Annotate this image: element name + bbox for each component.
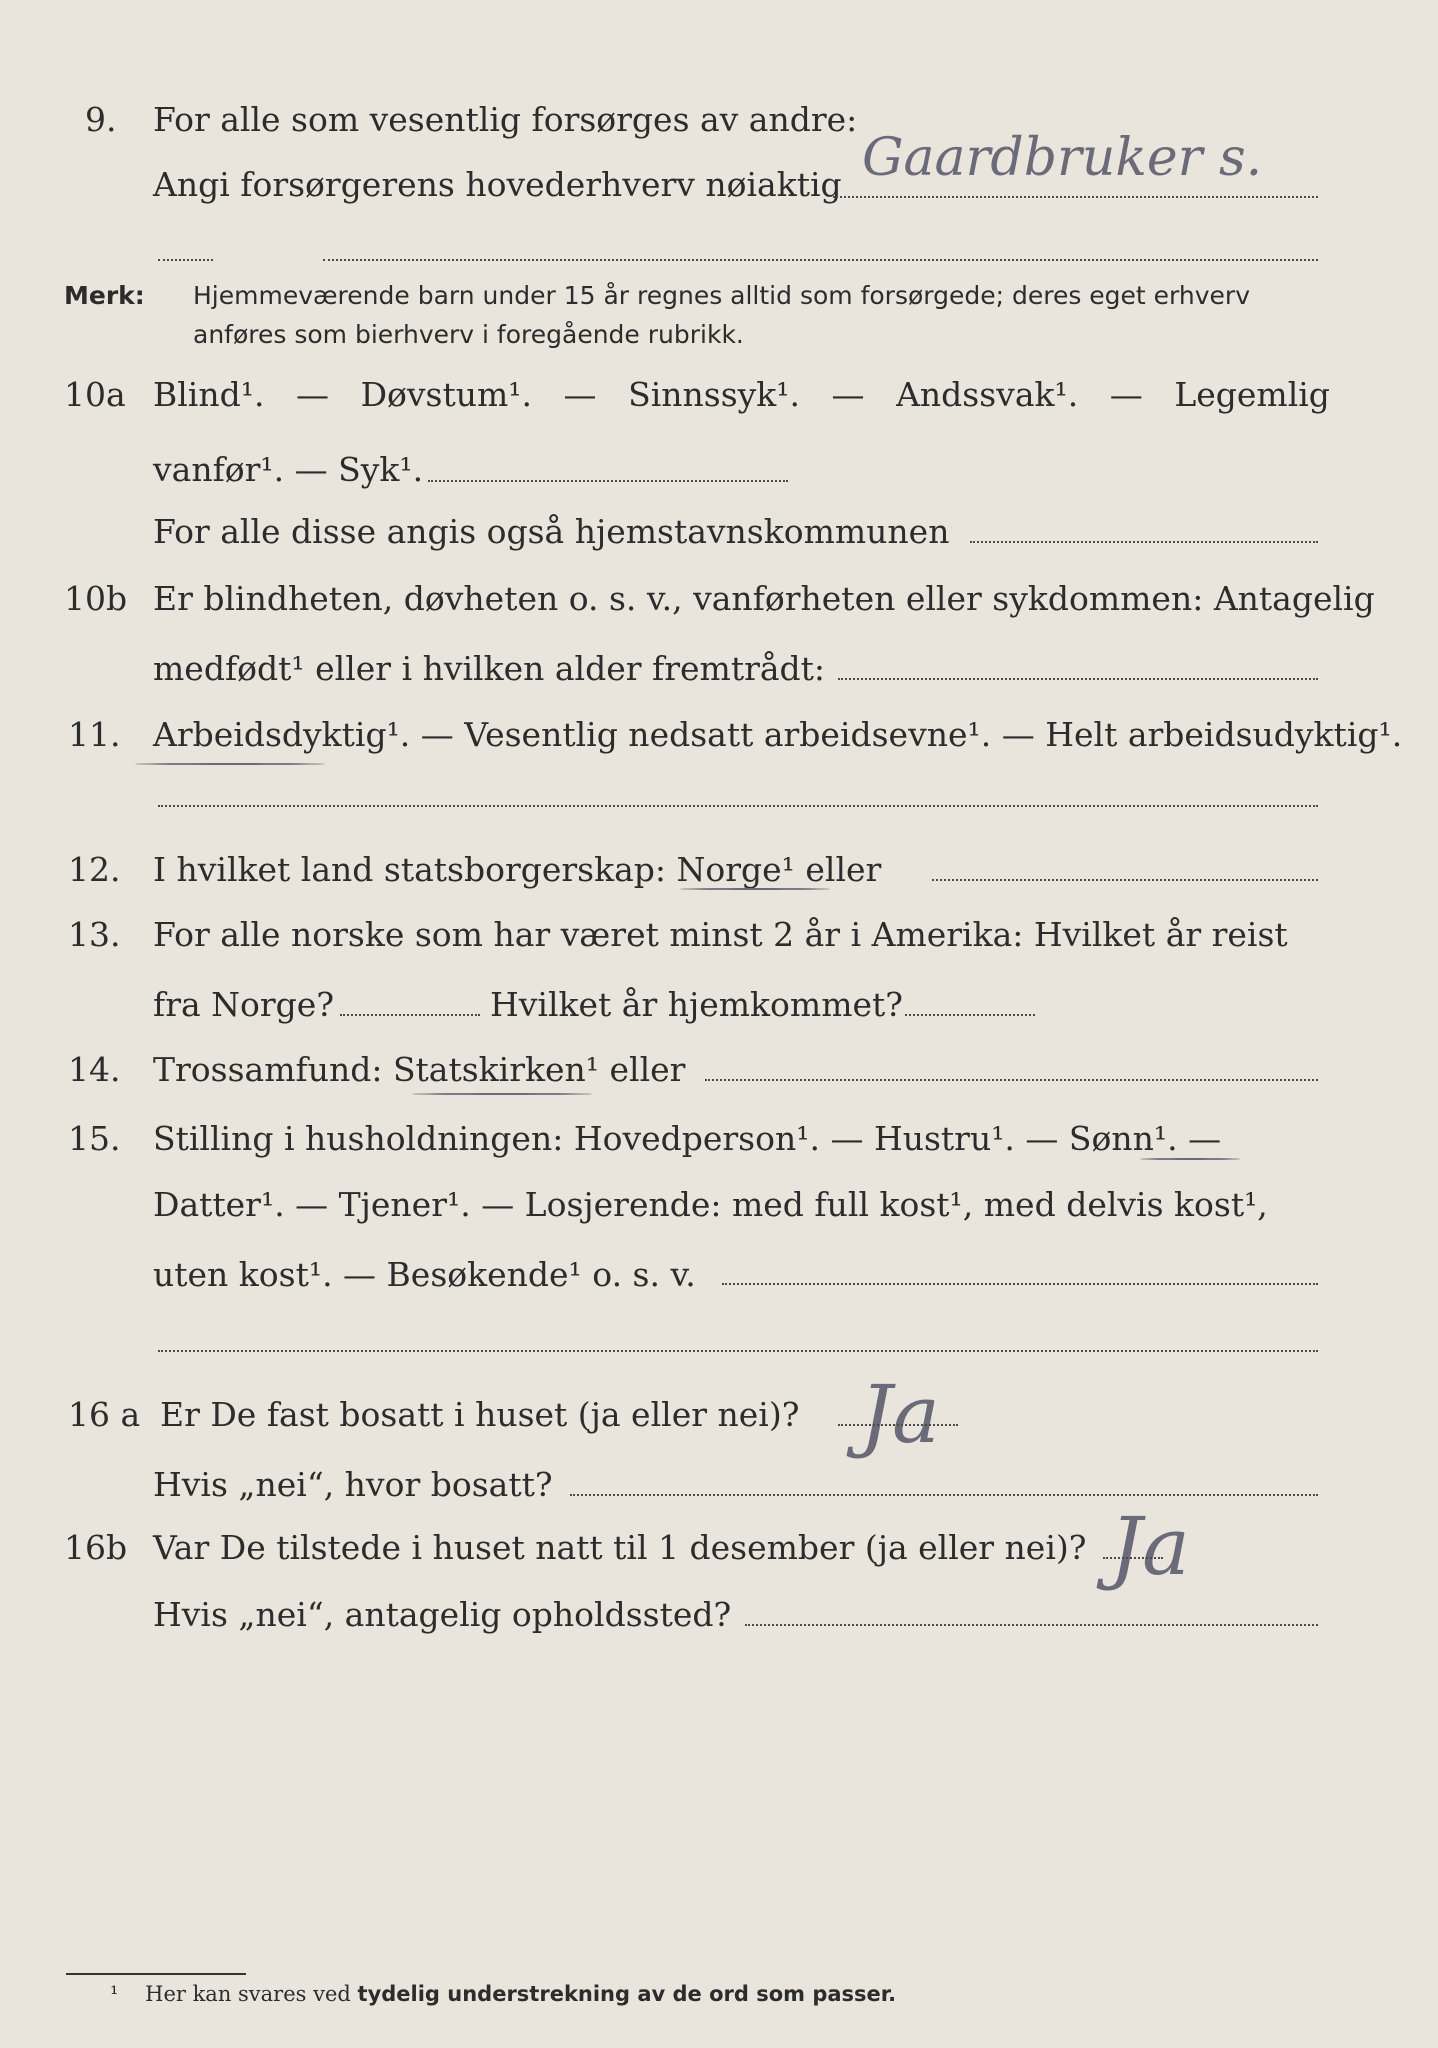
question-text: For alle disse angis også hjemstavnskommunen <box>153 512 950 551</box>
question-text: Hvis „nei“, hvor bosatt? <box>153 1465 553 1504</box>
answer-line <box>158 805 1318 807</box>
answer-line <box>905 1014 1035 1016</box>
question-text: vanfør¹. — Syk¹. <box>153 450 424 489</box>
question-text: Trossamfund: Statskirken¹ eller <box>153 1050 686 1089</box>
question-16a <box>0 1390 1438 1440</box>
answer-line <box>705 1079 1318 1081</box>
answer-line <box>158 1350 1318 1352</box>
note-text: Hjemmeværende barn under 15 år regnes alltid som forsørgede; deres eget erhverv <box>193 281 1250 310</box>
footnote-text: Her kan svares ved <box>145 1982 351 2006</box>
question-text: I hvilket land statsborgerskap: Norge¹ eller <box>153 850 882 889</box>
handwritten-underline <box>680 888 830 890</box>
question-text: Stilling i husholdningen: Hovedperson¹. — Hustru¹. — Sønn¹. — <box>153 1119 1222 1158</box>
question-16a-line-2 <box>0 1460 1438 1510</box>
answer-line <box>932 879 1318 881</box>
question-13-line-2 <box>0 980 1438 1030</box>
question-number: 16b <box>64 1528 128 1567</box>
question-text: Hvilket år hjemkommet? <box>490 985 903 1024</box>
question-number: 9. <box>85 100 117 139</box>
answer-line <box>158 259 213 261</box>
question-10a-line-2 <box>0 445 1438 495</box>
question-number: 11. <box>68 715 121 754</box>
question-text: fra Norge? <box>153 985 335 1024</box>
answer-line <box>722 1283 1318 1285</box>
question-text: medfødt¹ eller i hvilken alder fremtrådt: <box>153 649 826 688</box>
question-10b-line-2 <box>0 644 1438 694</box>
answer-line <box>838 678 1318 680</box>
question-number: 10b <box>64 579 128 618</box>
answer-line <box>428 480 788 482</box>
question-text: Hvis „nei“, antagelig opholdssted? <box>153 1595 732 1634</box>
question-10a <box>0 370 1438 420</box>
question-number: 15. <box>68 1119 121 1158</box>
question-15 <box>0 1114 1438 1164</box>
answer-line <box>340 1014 480 1016</box>
question-16b-line-2 <box>0 1590 1438 1640</box>
answer-line <box>838 1424 958 1426</box>
answer-line <box>1103 1557 1163 1559</box>
handwritten-answer: Gaardbruker s. <box>862 128 1263 188</box>
question-9-line-2 <box>0 160 1438 210</box>
note-text: anføres som bierhverv i foregående rubrikk. <box>193 320 744 349</box>
question-number: 10a <box>64 375 126 414</box>
question-text: Datter¹. — Tjener¹. — Losjerende: med full kost¹, med delvis kost¹, <box>153 1185 1268 1224</box>
handwritten-answer: Ja <box>1110 1500 1190 1593</box>
question-14 <box>0 1045 1438 1095</box>
question-text: Angi forsørgerens hovederhverv nøiaktig <box>153 165 842 204</box>
question-text: Arbeidsdyktig¹. — Vesentlig nedsatt arbeidsevne¹. — Helt arbeidsudyktig¹. <box>153 715 1403 754</box>
question-16b <box>0 1523 1438 1573</box>
answer-line <box>745 1624 1318 1626</box>
note-merk-line-2 <box>0 316 1438 354</box>
question-11 <box>0 710 1438 760</box>
answer-line <box>833 196 1318 198</box>
question-text: For alle som vesentlig forsørges av andre: <box>153 100 858 139</box>
question-number: 14. <box>68 1050 121 1089</box>
question-text: uten kost¹. — Besøkende¹ o. s. v. <box>153 1255 696 1294</box>
handwritten-underline <box>1140 1158 1240 1160</box>
footnote-bold-text: tydelig understrekning av de ord som passer. <box>357 1982 897 2006</box>
question-text: For alle norske som har været minst 2 år i Amerika: Hvilket år reist <box>153 915 1288 954</box>
question-text: Blind¹. — Døvstum¹. — Sinnssyk¹. — Andssvak¹. — Legemlig <box>153 375 1330 414</box>
question-13 <box>0 910 1438 960</box>
question-number: 16 a <box>68 1395 141 1434</box>
handwritten-answer: Ja <box>860 1368 940 1461</box>
answer-line <box>323 259 1318 261</box>
question-text: Var De tilstede i huset natt til 1 desember (ja eller nei)? <box>153 1528 1087 1567</box>
question-text: Er De fast bosatt i huset (ja eller nei)? <box>160 1395 800 1434</box>
handwritten-underline <box>412 1093 592 1095</box>
answer-line <box>570 1494 1318 1496</box>
question-10a-line-3 <box>0 507 1438 557</box>
answer-line <box>970 541 1318 543</box>
question-10b <box>0 574 1438 624</box>
question-15-line-3 <box>0 1250 1438 1300</box>
footnote <box>110 1982 896 2006</box>
note-merk <box>0 277 1438 315</box>
footnote-rule <box>66 1973 246 1975</box>
footnote-marker: ¹ <box>110 1982 119 2006</box>
question-number: 13. <box>68 915 121 954</box>
question-number: 12. <box>68 850 121 889</box>
handwritten-underline <box>135 763 325 765</box>
question-text: Er blindheten, døvheten o. s. v., vanførheten eller sykdommen: Antagelig <box>153 579 1375 618</box>
note-label: Merk: <box>64 281 145 310</box>
question-15-line-2 <box>0 1180 1438 1230</box>
